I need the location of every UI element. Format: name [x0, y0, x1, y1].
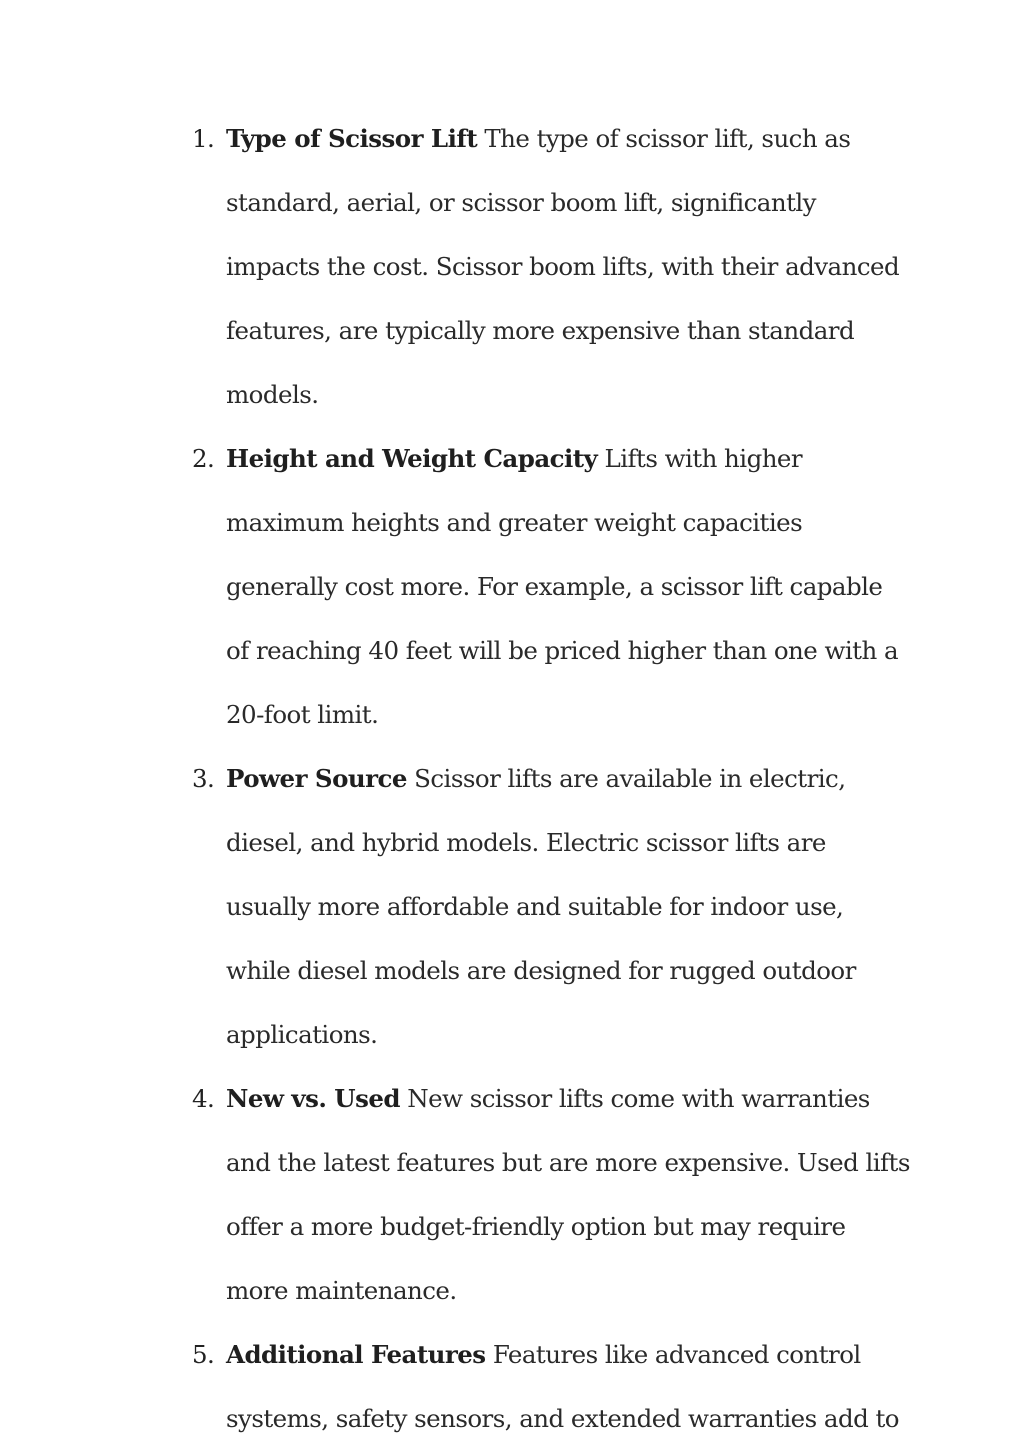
- item-term: Additional Features: [226, 1340, 486, 1369]
- list-number: 1.: [192, 124, 215, 153]
- list-item: [192, 1067, 912, 1323]
- list-number: 5.: [192, 1340, 215, 1369]
- factor-list: [192, 107, 912, 1451]
- item-term: Power Source: [226, 764, 407, 793]
- item-term: Type of Scissor Lift: [226, 124, 478, 153]
- item-term: New vs. Used: [226, 1084, 400, 1113]
- item-text: Lifts with higher maximum heights and greater weight capacities generally cost more. For example, a scissor lift capable of reaching 40 feet will be priced higher than one with a 20-foot limit.: [226, 444, 898, 729]
- list-item: [192, 1323, 912, 1451]
- item-text: Features like advanced control systems, safety sensors, and extended warranties add to: [226, 1340, 899, 1433]
- item-text: The type of scissor lift, such as standard, aerial, or scissor boom lift, significantly impacts the cost. Scissor boom lifts, with their advanced features, are typically more expensive than standard models.: [226, 124, 900, 409]
- list-item: [192, 427, 912, 747]
- list-number: 2.: [192, 444, 215, 473]
- item-text: Scissor lifts are available in electric, diesel, and hybrid models. Electric scissor lifts are usually more affordable and suitable for indoor use, while diesel models are designed for rugged outdoor applications.: [226, 764, 856, 1049]
- list-item: [192, 747, 912, 1067]
- list-item: [192, 107, 912, 427]
- list-number: 4.: [192, 1084, 215, 1113]
- item-term: Height and Weight Capacity: [226, 444, 598, 473]
- list-number: 3.: [192, 764, 215, 793]
- item-text: New scissor lifts come with warranties and the latest features but are more expensive. Used lifts offer a more budget-friendly option but may require more maintenance.: [226, 1084, 910, 1305]
